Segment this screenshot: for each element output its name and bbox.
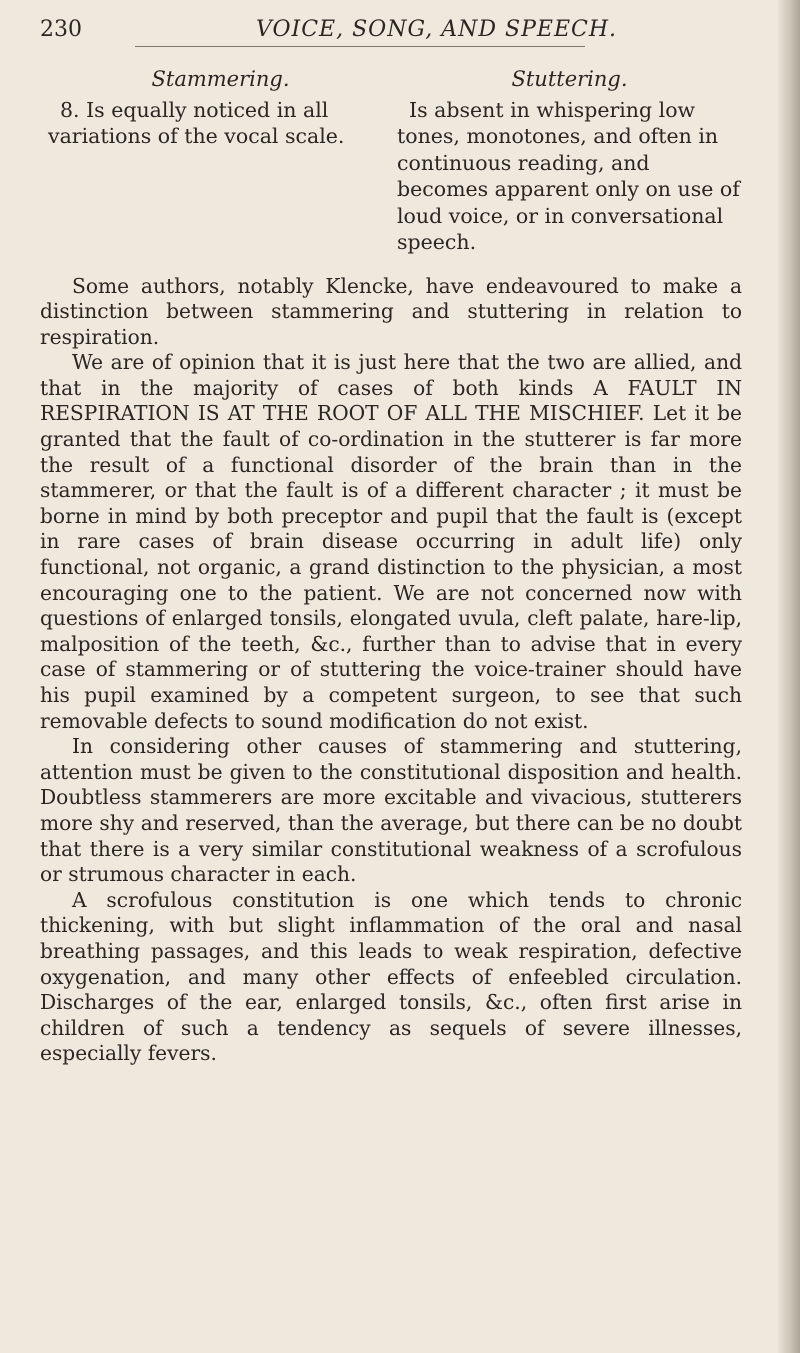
stuttering-heading: Stuttering. <box>511 67 628 91</box>
page-number: 230 <box>40 17 82 42</box>
paragraph-constitutional-causes: In considering other causes of stammering and stuttering, attention must be given to the constitutional disposition and health. Doubtless stammerers are more excitable and vivacious, stutterers more shy and reserved, than the average, but there can be no doubt that there is a very similar constitutional weakness of a scrofulous or strumous character in each. <box>40 734 742 887</box>
stuttering-text: Is absent in whispering low tones, monotones, and often in continuous reading, and becomes apparent only on use of loud voice, or in conversational speech. <box>397 97 740 254</box>
stuttering-column <box>397 66 742 256</box>
header-rule <box>135 46 585 47</box>
comparison-columns <box>40 66 742 256</box>
body-text <box>40 274 742 1067</box>
book-page <box>40 18 742 1067</box>
paragraph-fault-in-respiration: We are of opinion that it is just here that the two are allied, and that in the majority of cases of both kinds A FAULT IN RESPIRATION IS AT THE ROOT OF ALL THE MISCHIEF. Let it be granted that the fault of co-ordination in the stutterer is far more the result of a functional disorder of the brain than in the stammerer, or that the fault is of a different character ; it must be borne in mind by both preceptor and pupil that the fault is (except in rare cases of brain disease occurring in adult life) only functional, not organic, a grand distinction to the physician, a most encouraging one to the patient. We are not concerned now with questions of enlarged tonsils, elongated uvula, cleft palate, hare-lip, malposition of the teeth, &c., further than to advise that in every case of stammering or of stuttering the voice-trainer should have his pupil examined by a competent surgeon, to see that such removable defects to sound modification do not exist. <box>40 350 742 733</box>
stammering-text: 8. Is equally noticed in all variations of the vocal scale. <box>48 97 345 148</box>
running-title: VOICE, SONG, AND SPEECH. <box>256 17 618 42</box>
paragraph-scrofulous-constitution: A scrofulous constitution is one which tends to chronic thickening, with but slight inflammation of the oral and nasal breathing passages, and this leads to weak respiration, defective oxygenation, and many other effects of enfeebled circulation. Discharges of the ear, enlarged tonsils, &c., often first arise in children of such a tendency as sequels of severe illnesses, especially fevers. <box>40 887 742 1066</box>
stammering-column <box>48 66 393 256</box>
page-header <box>40 18 742 42</box>
stammering-heading: Stammering. <box>151 67 290 91</box>
paragraph-respiration-distinction: Some authors, notably Klencke, have endeavoured to make a distinction between stammering and stuttering in relation to respiration. <box>40 273 742 349</box>
page-edge-shadow <box>778 0 800 1353</box>
